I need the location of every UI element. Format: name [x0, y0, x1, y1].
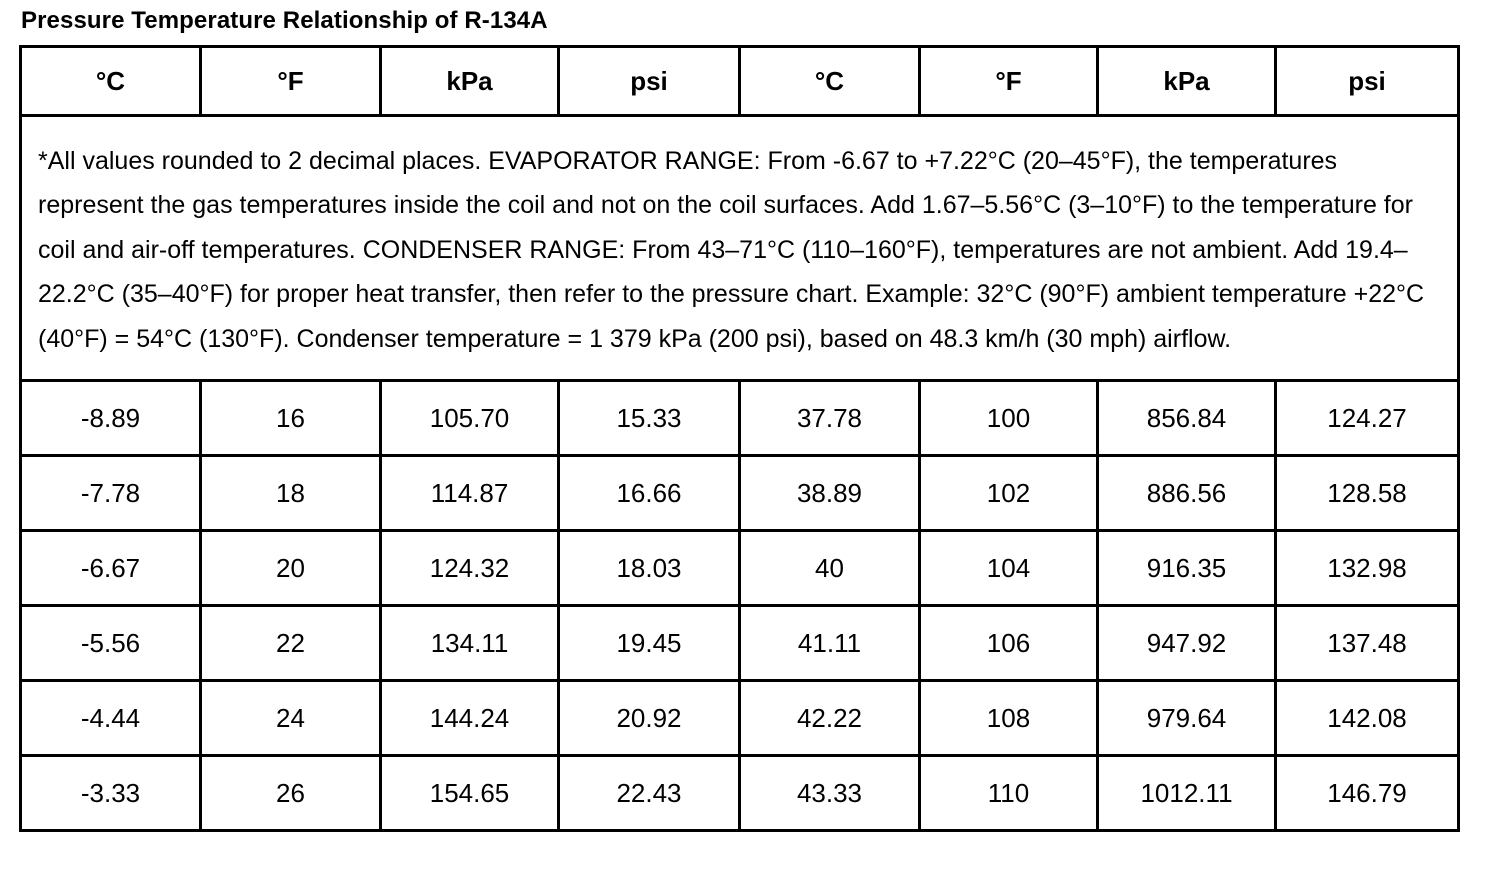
cell-celsius-evap: -8.89 [21, 381, 201, 456]
cell-fahrenheit-evap: 22 [201, 606, 381, 681]
cell-celsius-evap: -4.44 [21, 681, 201, 756]
cell-kpa-evap: 134.11 [381, 606, 559, 681]
table-header-row [21, 47, 1459, 116]
cell-psi-cond: 128.58 [1276, 456, 1459, 531]
cell-psi-evap: 18.03 [559, 531, 740, 606]
header-psi-cond: psi [1276, 47, 1459, 116]
header-fahrenheit-evap: °F [201, 47, 381, 116]
cell-psi-cond: 146.79 [1276, 756, 1459, 831]
table-row [21, 531, 1459, 606]
cell-kpa-evap: 124.32 [381, 531, 559, 606]
table-row [21, 456, 1459, 531]
table-row [21, 381, 1459, 456]
table-note: *All values rounded to 2 decimal places. EVAPORATOR RANGE: From -6.67 to +7.22°C (20–45°F), the temperatures represent the gas temperatures inside the coil and not on the coil surfaces. Add 1.67–5.56°C (3–10°F) to the temperature for coil and air-off temperatures. CONDENSER RANGE: From 43–71°C (110–160°F), temperatures are not ambient. Add 19.4–22.2°C (35–40°F) for proper heat transfer, then refer to the pressure chart. Example: 32°C (90°F) ambient temperature +22°C (40°F) = 54°C (130°F). Condenser temperature = 1 379 kPa (200 psi), based on 48.3 km/h (30 mph) airflow. [21, 116, 1459, 381]
cell-fahrenheit-cond: 104 [920, 531, 1098, 606]
pressure-temperature-table [19, 45, 1460, 832]
header-fahrenheit-cond: °F [920, 47, 1098, 116]
cell-celsius-cond: 42.22 [740, 681, 920, 756]
cell-kpa-cond: 916.35 [1098, 531, 1276, 606]
cell-psi-evap: 20.92 [559, 681, 740, 756]
cell-psi-evap: 15.33 [559, 381, 740, 456]
cell-psi-cond: 132.98 [1276, 531, 1459, 606]
cell-celsius-cond: 41.11 [740, 606, 920, 681]
cell-fahrenheit-evap: 20 [201, 531, 381, 606]
table-row [21, 756, 1459, 831]
cell-fahrenheit-cond: 102 [920, 456, 1098, 531]
cell-psi-cond: 124.27 [1276, 381, 1459, 456]
header-celsius-evap: °C [21, 47, 201, 116]
cell-kpa-evap: 144.24 [381, 681, 559, 756]
cell-celsius-cond: 43.33 [740, 756, 920, 831]
cell-celsius-cond: 37.78 [740, 381, 920, 456]
cell-fahrenheit-cond: 108 [920, 681, 1098, 756]
table-row [21, 681, 1459, 756]
cell-celsius-cond: 38.89 [740, 456, 920, 531]
cell-psi-cond: 137.48 [1276, 606, 1459, 681]
cell-celsius-evap: -6.67 [21, 531, 201, 606]
header-celsius-cond: °C [740, 47, 920, 116]
cell-celsius-evap: -5.56 [21, 606, 201, 681]
cell-psi-evap: 22.43 [559, 756, 740, 831]
cell-kpa-evap: 105.70 [381, 381, 559, 456]
cell-psi-evap: 19.45 [559, 606, 740, 681]
cell-fahrenheit-evap: 26 [201, 756, 381, 831]
header-kpa-evap: kPa [381, 47, 559, 116]
cell-fahrenheit-cond: 106 [920, 606, 1098, 681]
cell-fahrenheit-evap: 16 [201, 381, 381, 456]
cell-kpa-cond: 1012.11 [1098, 756, 1276, 831]
cell-celsius-evap: -3.33 [21, 756, 201, 831]
cell-fahrenheit-evap: 18 [201, 456, 381, 531]
cell-kpa-cond: 979.64 [1098, 681, 1276, 756]
cell-celsius-cond: 40 [740, 531, 920, 606]
header-psi-evap: psi [559, 47, 740, 116]
cell-kpa-evap: 114.87 [381, 456, 559, 531]
cell-kpa-cond: 886.56 [1098, 456, 1276, 531]
cell-kpa-cond: 947.92 [1098, 606, 1276, 681]
cell-kpa-cond: 856.84 [1098, 381, 1276, 456]
cell-celsius-evap: -7.78 [21, 456, 201, 531]
note-row [21, 116, 1459, 381]
cell-fahrenheit-cond: 110 [920, 756, 1098, 831]
cell-fahrenheit-cond: 100 [920, 381, 1098, 456]
table-row [21, 606, 1459, 681]
cell-fahrenheit-evap: 24 [201, 681, 381, 756]
header-kpa-cond: kPa [1098, 47, 1276, 116]
page-title: Pressure Temperature Relationship of R-134A [21, 7, 548, 34]
cell-psi-cond: 142.08 [1276, 681, 1459, 756]
cell-psi-evap: 16.66 [559, 456, 740, 531]
cell-kpa-evap: 154.65 [381, 756, 559, 831]
